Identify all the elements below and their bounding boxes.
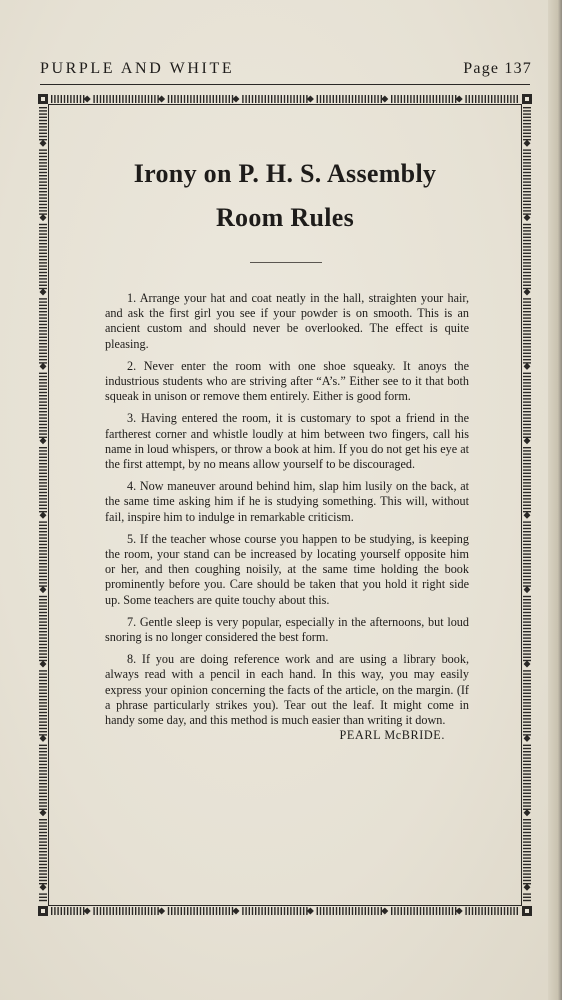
running-header	[40, 60, 532, 82]
rule-paragraph: 5. If the teacher whose course you happen to be studying, is keeping the room, your stand can be increased by locating yourself opposite him or her, and then coughing noisily, at the same time holding the book prominently before you. Care should be taken that you hold it right side up. Some teachers are quite touchy about this.	[105, 531, 469, 607]
rule-paragraph-text: 8. If you are doing reference work and are using a library book, always read with a pencil in each hand. In this way, you may easily express your opinion concerning the facts of the article, on the margin. (If a phrase particularly strikes you). Tear out the leaf. It might come in handy some day, and this method is much easier than writing it down.	[105, 652, 469, 728]
title-line-1: Irony on P. H. S. Assembly	[133, 159, 437, 188]
author-signature: PEARL McBRIDE.	[339, 728, 445, 743]
rule-paragraph: 1. Arrange your hat and coat neatly in the hall, straighten your hair, and ask the first girl you see if your powder is on smooth. This is an ancient custom and should never be overlooked. The effect is quite pleasing.	[105, 291, 469, 351]
title-line-2: Room Rules	[215, 203, 355, 232]
publication-title: PURPLE AND WHITE	[40, 60, 235, 77]
rule-paragraph	[105, 652, 469, 743]
article-body	[105, 291, 469, 743]
rule-paragraph: 2. Never enter the room with one shoe squeaky. It anoys the industrious students who are striving after “A’s.” Either see to it that both squeak in unison or remove them entirely. Either is good form.	[105, 358, 469, 404]
rule-paragraph: 4. Now maneuver around behind him, slap him lusily on the back, at the same time asking him if he is studying something. This will, without fail, inspire him to indulge in remarkable criticism.	[105, 479, 469, 524]
page-edge-shadow	[548, 0, 562, 1000]
title-divider	[250, 262, 322, 263]
article-title	[60, 152, 510, 240]
header-rule	[40, 84, 530, 85]
page-number: Page 137	[463, 60, 532, 77]
rule-paragraph: 7. Gentle sleep is very popular, especially in the afternoons, but loud snoring is no longer considered the best form.	[105, 614, 469, 645]
rule-paragraph: 3. Having entered the room, it is customary to spot a friend in the fartherest corner and whistle loudly at him between two fingers, call his name in loud whispers, or throw a book at him. If you do not get his eye at the first attempt, by no means allow yourself to be discouraged.	[105, 411, 469, 472]
